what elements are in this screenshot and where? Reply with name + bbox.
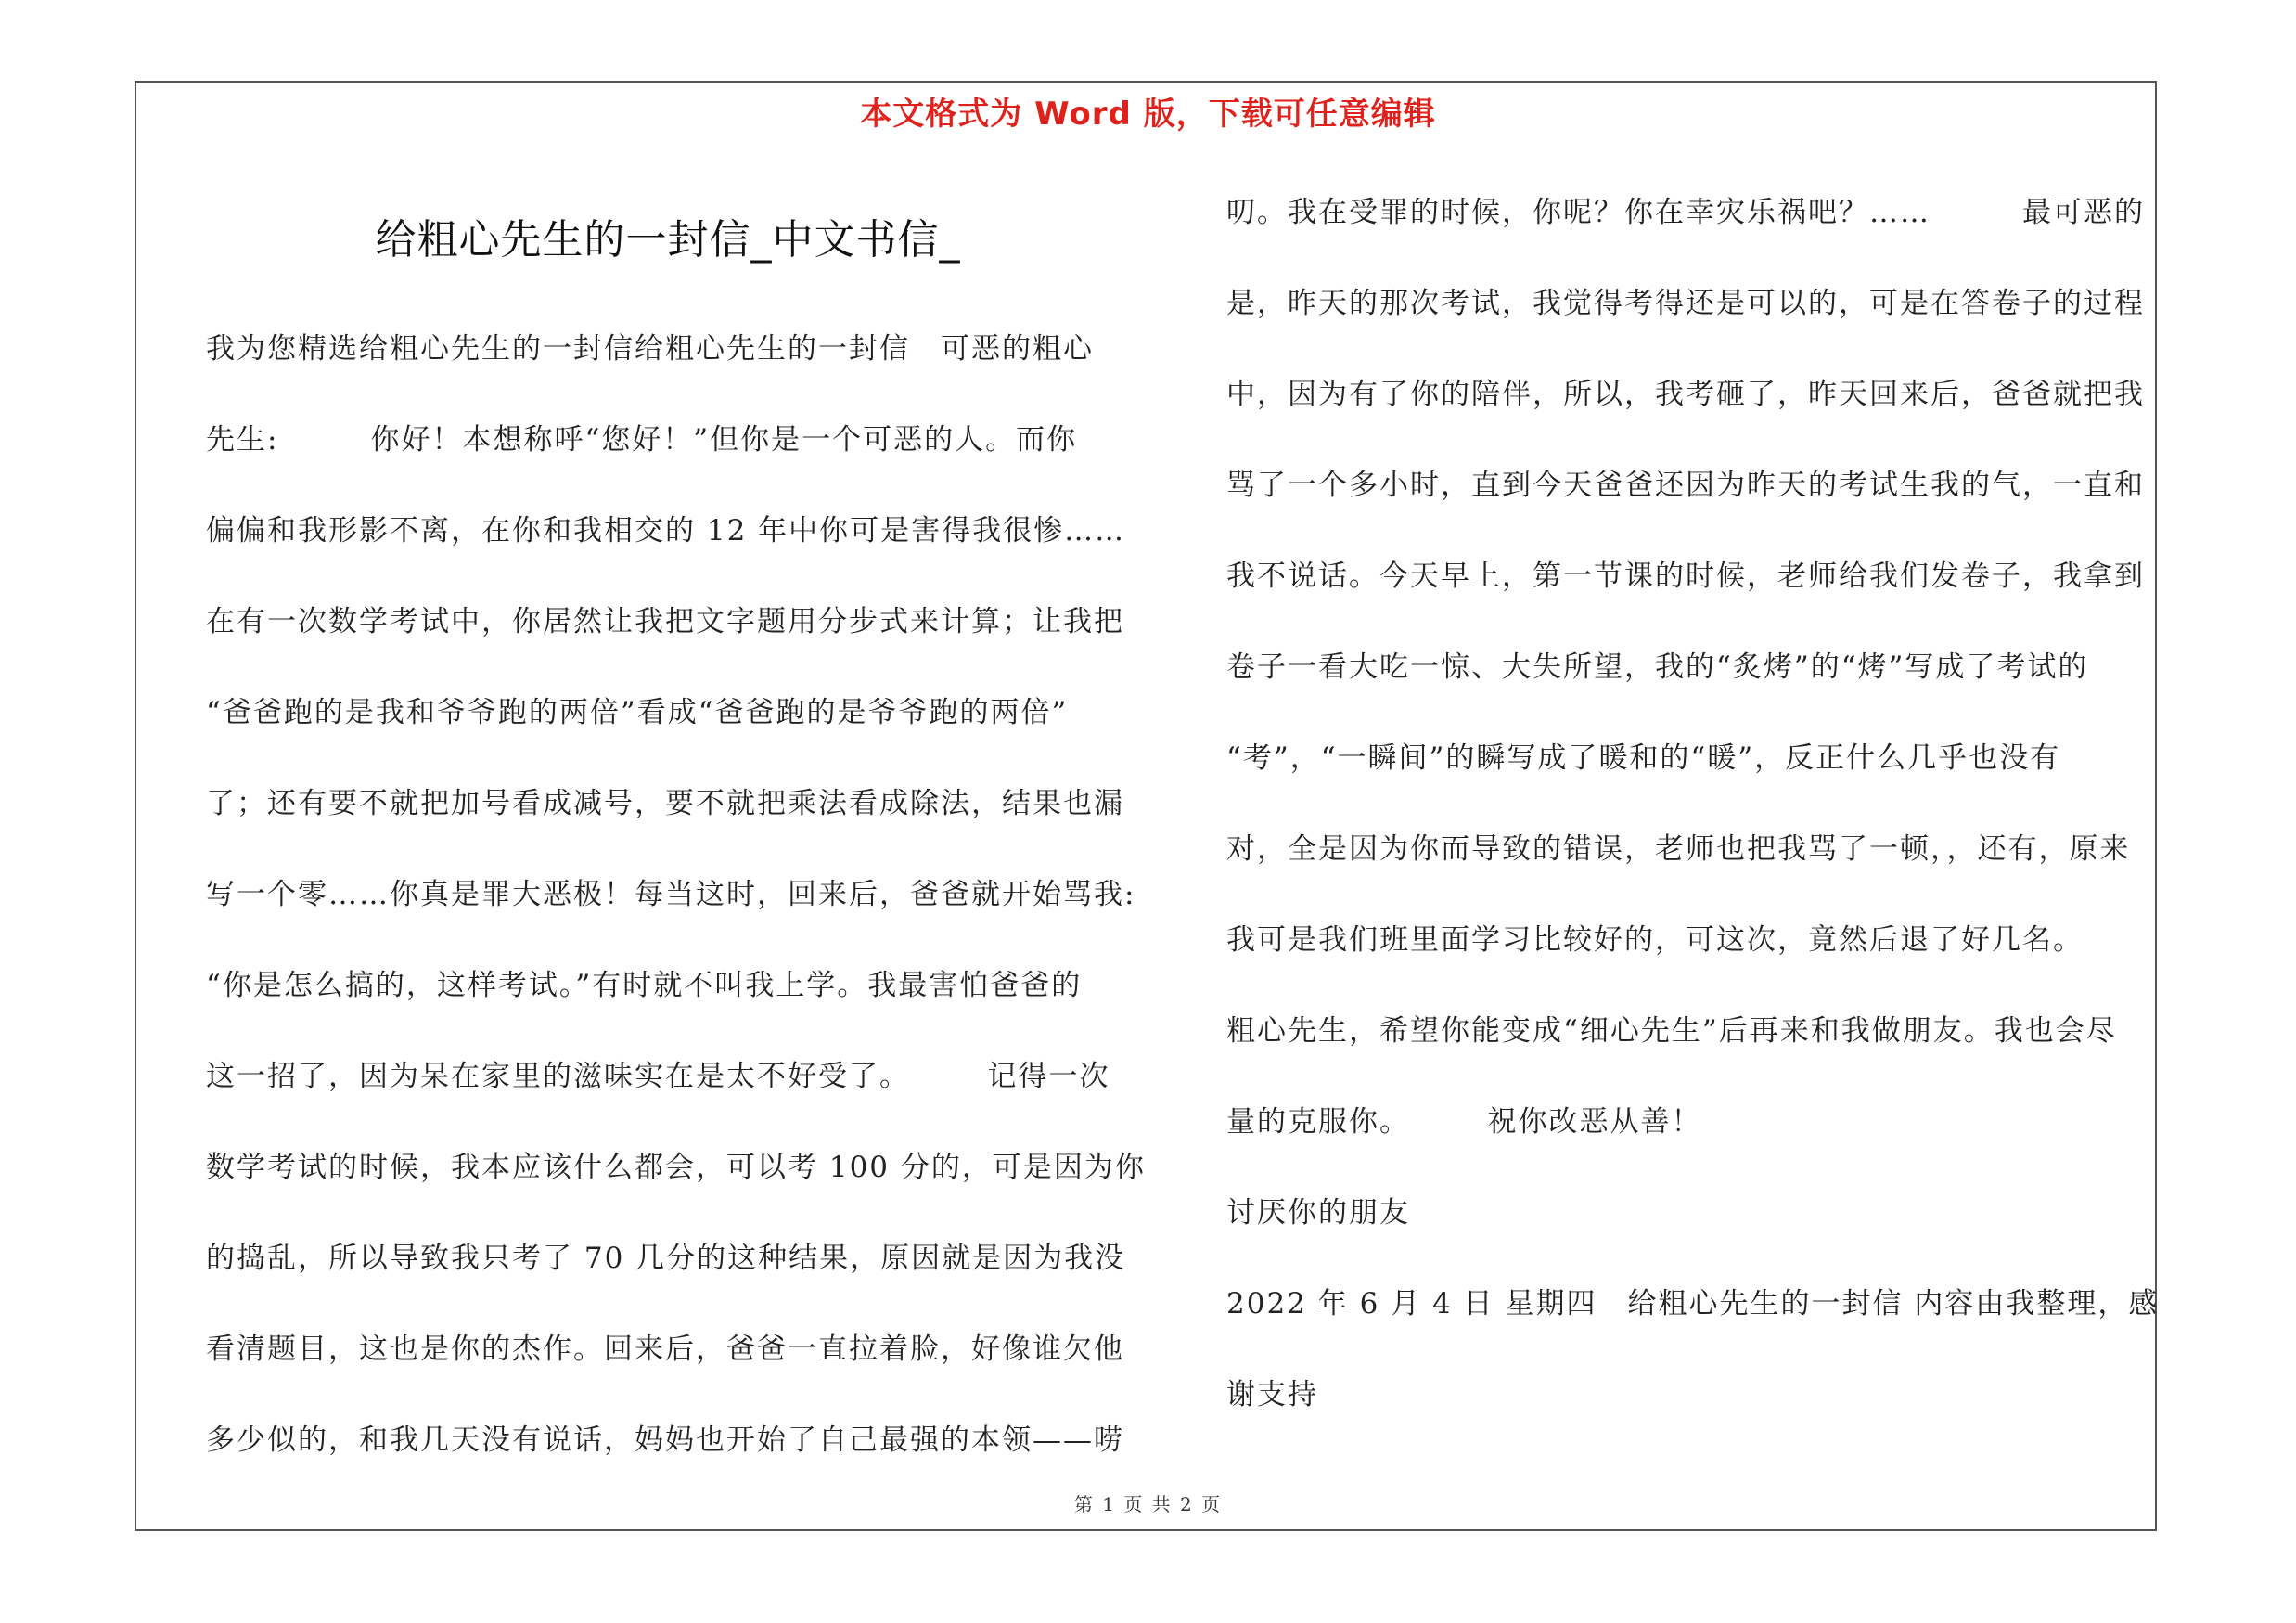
right-text-column: [1226, 167, 2160, 1440]
text-line: 我可是我们班里面学习比较好的，可这次，竟然后退了好几名。: [1226, 923, 2084, 957]
text-line: 2022 年 6 月 4 日 星期四 给粗心先生的一封信 内容由我整理，感: [1226, 1287, 2160, 1320]
page-title: 给粗心先生的一封信_中文书信_: [375, 216, 961, 264]
page-number-footer: 第 1 页 共 2 页: [1073, 1493, 1223, 1515]
text-line: 的捣乱，所以导致我只考了 70 几分的这种结果，原因就是因为我没: [206, 1242, 1126, 1275]
text-line: 对，全是因为你而导致的错误，老师也把我骂了一顿，，还有，原来: [1226, 832, 2131, 866]
text-line: 粗心先生，希望你能变成“细心先生”后再来和我做朋友。我也会尽: [1226, 1014, 2117, 1048]
text-line: “爸爸跑的是我和爷爷跑的两倍”看成“爸爸跑的是爷爷跑的两倍”: [206, 696, 1069, 729]
text-line: 中，因为有了你的陪伴，所以，我考砸了，昨天回来后，爸爸就把我: [1226, 378, 2145, 411]
text-line: 讨厌你的朋友: [1226, 1196, 1410, 1230]
format-banner: 本文格式为 Word 版，下载可任意编辑: [860, 96, 1436, 133]
text-line: 我为您精选给粗心先生的一封信给粗心先生的一封信 可恶的粗心: [206, 332, 1094, 366]
text-line: 是，昨天的那次考试，我觉得考得还是可以的，可是在答卷子的过程: [1226, 287, 2145, 320]
text-line: 这一招了，因为呆在家里的滋味实在是太不好受了。 记得一次: [206, 1060, 1110, 1093]
text-line: “你是怎么搞的，这样考试。”有时就不叫我上学。我最害怕爸爸的: [206, 969, 1083, 1002]
text-line: 我不说话。今天早上，第一节课的时候，老师给我们发卷子，我拿到: [1226, 560, 2145, 593]
text-line: 了；还有要不就把加号看成减号，要不就把乘法看成除法，结果也漏: [206, 787, 1124, 820]
text-line: 数学考试的时候，我本应该什么都会，可以考 100 分的，可是因为你: [206, 1151, 1146, 1184]
text-line: 骂了一个多小时，直到今天爸爸还因为昨天的考试生我的气，一直和: [1226, 469, 2145, 502]
left-text-column: [206, 303, 1171, 1486]
text-line: 多少似的，和我几天没有说话，妈妈也开始了自己最强的本领——唠: [206, 1423, 1124, 1457]
text-line: 偏偏和我形影不离，在你和我相交的 12 年中你可是害得我很惨……: [206, 514, 1126, 547]
text-line: 卷子一看大吃一惊、大失所望，我的“炙烤”的“烤”写成了考试的: [1226, 650, 2089, 684]
text-line: 看清题目，这也是你的杰作。回来后，爸爸一直拉着脸，好像谁欠他: [206, 1333, 1124, 1366]
text-line: 叨。我在受罪的时候，你呢？你在幸灾乐祸吧？…… 最可恶的: [1226, 196, 2145, 229]
text-line: 先生: 你好！本想称呼“您好！”但你是一个可恶的人。而你: [206, 423, 1078, 457]
text-line: 谢支持: [1226, 1378, 1318, 1411]
text-line: 量的克服你。 祝你改恶从善！: [1226, 1105, 1702, 1139]
text-line: 在有一次数学考试中，你居然让我把文字题用分步式来计算；让我把: [206, 605, 1124, 638]
text-line: 写一个零……你真是罪大恶极！每当这时，回来后，爸爸就开始骂我:: [206, 878, 1136, 911]
text-line: “考”，“一瞬间”的瞬写成了暖和的“暖”，反正什么几乎也没有: [1226, 741, 2061, 775]
